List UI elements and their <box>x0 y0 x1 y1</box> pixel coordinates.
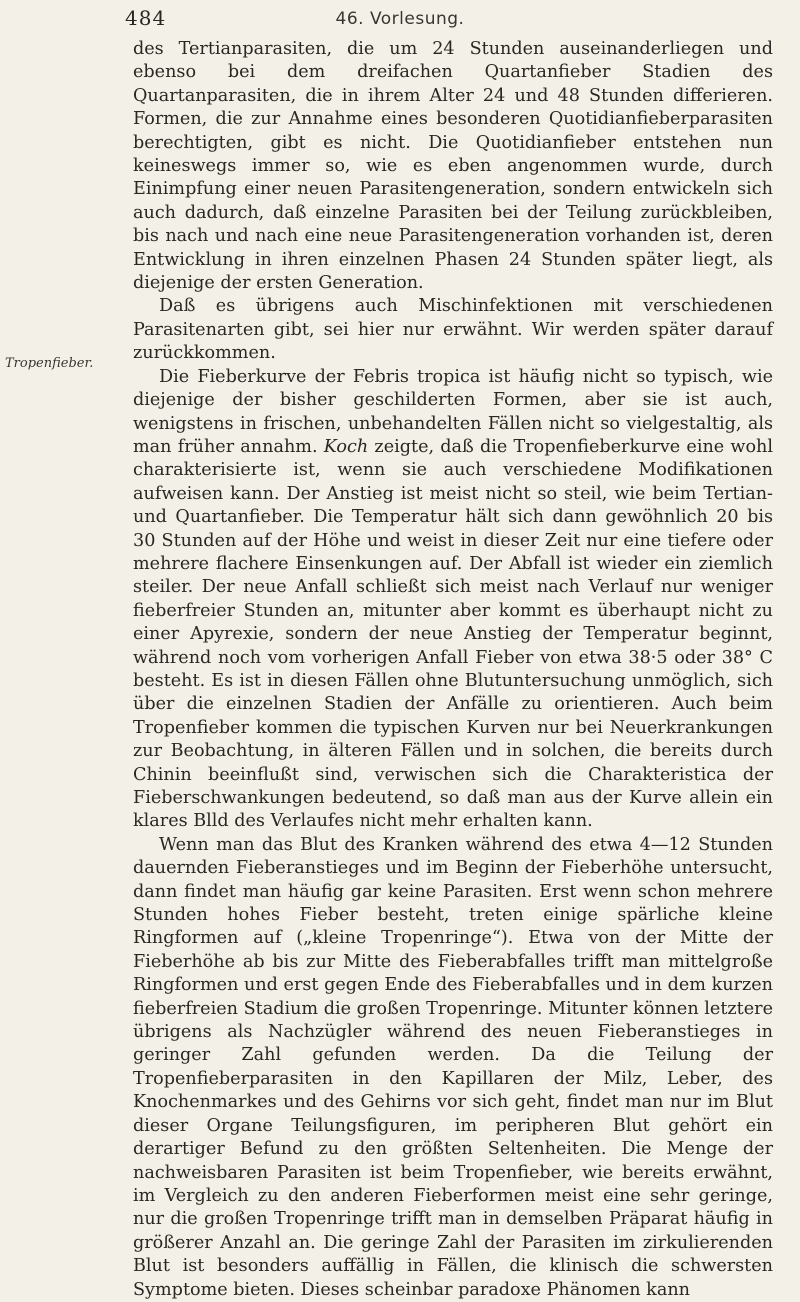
paragraph-3-cont: zeigte, daß die Tropenfieberkurve eine wohl charakterisierte ist, wenn sie auch verschiedene Modifikationen aufweisen kann. Der Anstieg ist meist nicht so steil, wie beim Tertian- und Quartanfieber. Die Temperatur hält sich dann gewöhnlich 20 bis 30 Stunden auf der Höhe und weist in dieser Zeit nur eine tiefere oder mehrere flachere Einsenkungen auf. Der Abfall ist wieder ein ziemlich steiler. Der neue Anfall schließt sich meist nach Verlauf nur weniger fieberfreier Stunden an, mitunter aber kommt es überhaupt nicht zu einer Apyrexie, sondern der neue Anstieg der Temperatur beginnt, während noch vom vorherigen Anfall Fieber von etwa 38·5 oder 38° C besteht. Es ist in diesen Fällen ohne Blutuntersuchung unmöglich, sich über die einzelnen Stadien der Anfälle zu orientieren. Auch beim Tropenfieber kommen die typischen Kurven nur bei Neuerkrankungen zur Beobachtung, in älteren Fällen und in solchen, die bereits durch Chinin beeinflußt sind, verwischen sich die Charakteristica der Fieberschwankungen bedeutend, so daß man aus der Kurve allein ein klares Blld des Verlaufes nicht mehr erhalten kann. <box>133 436 773 832</box>
author-name: Koch <box>323 436 369 457</box>
paragraph-2: Daß es übrigens auch Mischinfektionen mit verschiedenen Parasitenarten gibt, sei hier nur erwähnt. Wir werden später darauf zurückkommen. <box>133 296 773 364</box>
paragraph-4: Wenn man das Blut des Kranken während des etwa 4—12 Stunden dauernden Fieberanstieges und im Beginn der Fieberhöhe untersucht, dann findet man häufig gar keine Parasiten. Erst wenn schon mehrere Stunden hohes Fieber besteht, treten einige spärliche kleine Ringformen auf („kleine Tropenringe“). Etwa von der Mitte der Fieberhöhe ab bis zur Mitte des Fieberabfalles trifft man mittelgroße Ringformen und erst gegen Ende des Fieberabfalles und in dem kurzen fieberfreien Stadium die großen Tropenringe. Mitunter können letztere übrigens als Nachzügler während des neuen Fieberanstieges in geringer Zahl gefunden werden. Da die Teilung der Tropenfieberparasiten in den Kapillaren der Milz, Leber, des Knochenmarkes und des Gehirns vor sich geht, findet man nur im Blut dieser Organe Teilungsfiguren, im peripheren Blut gehört ein derartiger Befund zu den größten Seltenheiten. Die Menge der nachweisbaren Parasiten ist beim Tropenfieber, wie bereits erwähnt, im Vergleich zu den anderen Fieberformen meist eine sehr geringe, nur die großen Tropenringe trifft man in demselben Präparat häufig in größerer Anzahl an. Die geringe Zahl der Parasiten im zirkulierenden Blut ist besonders auffällig in Fällen, die klinisch die schwersten Symptome bieten. Dieses scheinbar paradoxe Phänomen kann <box>133 834 773 1300</box>
page-number: 484 <box>125 6 167 30</box>
paragraph-3 <box>133 366 773 834</box>
paragraph-1: des Tertianparasiten, die um 24 Stunden auseinanderliegen und ebenso bei dem dreifachen Quartanfieber Stadien des Quartanparasiten, die in ihrem Alter 24 und 48 Stunden differieren. Formen, die zur Annahme eines besonderen Quotidianfieberparasiten berechtigten, gibt es nicht. Die Quotidianfieber entstehen nun keineswegs immer so, wie es eben angenommen wurde, durch Einimpfung einer neuen Parasitengeneration, sondern entwickeln sich auch dadurch, daß einzelne Parasiten bei der Teilung zurückbleiben, bis nach und nach eine neue Parasitengeneration vorhanden ist, deren Entwicklung in ihren einzelnen Phasen 24 Stunden später liegt, als diejenige der ersten Generation. <box>133 39 773 294</box>
margin-note: Tropenfieber. <box>5 356 94 371</box>
running-head: 46. Vorlesung. <box>335 9 465 29</box>
paragraph-3-text: Die Fieberkurve der Febris tropica ist häufig nicht so typisch, wie diejenige der bisher geschilderten Formen, aber sie ist auch, wenigstens in frischen, unbehandelten Fällen nicht so vielgestaltig, als man früher annahm. <box>133 366 773 457</box>
body-text <box>133 38 773 1302</box>
